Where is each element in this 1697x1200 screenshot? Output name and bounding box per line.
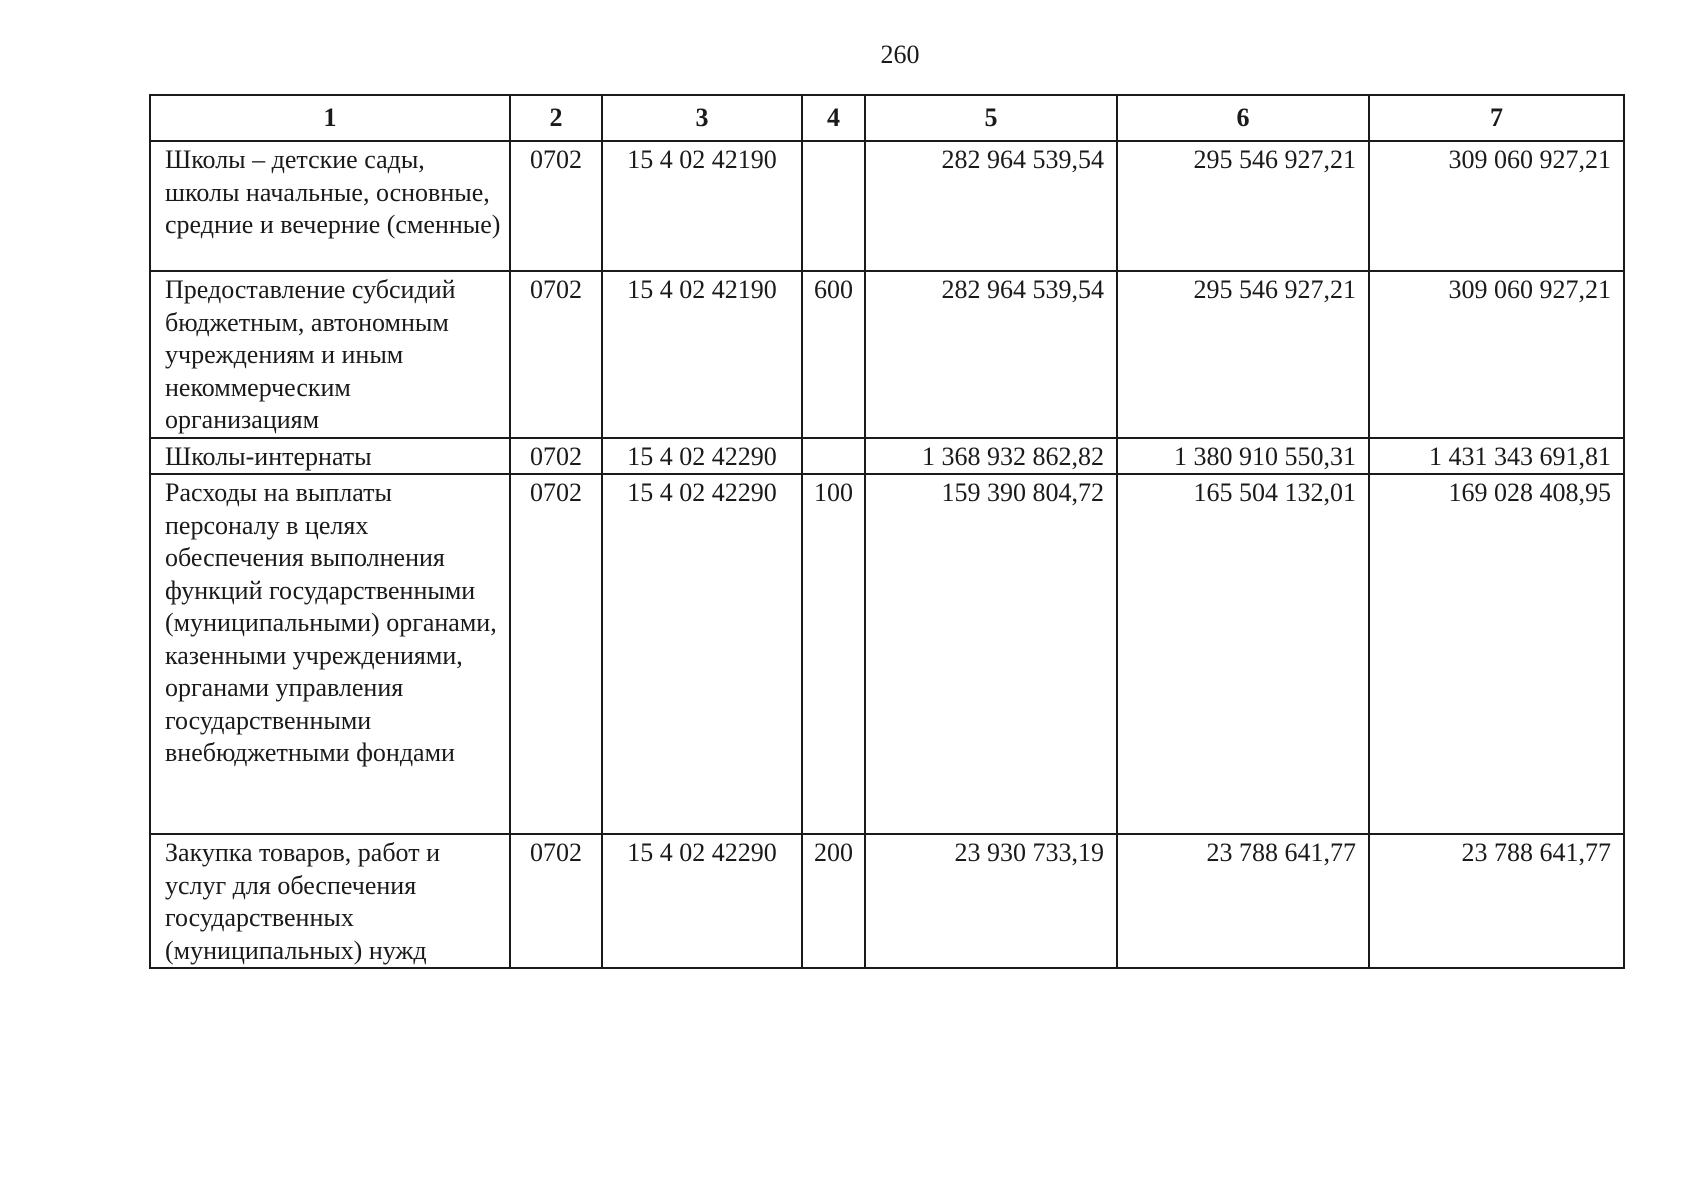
row-type-code (802, 438, 865, 475)
row-section-code: 0702 (510, 834, 602, 968)
table-row (150, 438, 1624, 475)
column-header-2: 2 (510, 95, 602, 141)
column-header-5: 5 (865, 95, 1117, 141)
table-row (150, 834, 1624, 968)
row-target-code: 15 4 02 42290 (602, 474, 802, 834)
row-value-col5: 23 930 733,19 (865, 834, 1117, 968)
row-name: Предоставление субсидий бюджетным, автономным учреждениям и иным некоммерческим организациям (150, 271, 510, 438)
row-value-col6: 165 504 132,01 (1117, 474, 1369, 834)
row-value-col5: 282 964 539,54 (865, 271, 1117, 438)
row-target-code: 15 4 02 42190 (602, 271, 802, 438)
column-header-3: 3 (602, 95, 802, 141)
row-value-col6: 295 546 927,21 (1117, 141, 1369, 271)
row-value-col7: 1 431 343 691,81 (1369, 438, 1624, 475)
row-name: Закупка товаров, работ и услуг для обеспечения государственных (муниципальных) нужд (150, 834, 510, 968)
row-value-col5: 282 964 539,54 (865, 141, 1117, 271)
column-header-6: 6 (1117, 95, 1369, 141)
row-value-col6: 1 380 910 550,31 (1117, 438, 1369, 475)
column-header-1: 1 (150, 95, 510, 141)
row-value-col5: 159 390 804,72 (865, 474, 1117, 834)
table-row (150, 474, 1624, 834)
row-value-col7: 309 060 927,21 (1369, 141, 1624, 271)
row-section-code: 0702 (510, 474, 602, 834)
row-type-code: 600 (802, 271, 865, 438)
header-row (150, 95, 1624, 141)
row-target-code: 15 4 02 42290 (602, 834, 802, 968)
table-row (150, 141, 1624, 271)
row-type-code (802, 141, 865, 271)
row-value-col6: 23 788 641,77 (1117, 834, 1369, 968)
row-name: Школы-интернаты (150, 438, 510, 475)
row-value-col7: 169 028 408,95 (1369, 474, 1624, 834)
row-type-code: 100 (802, 474, 865, 834)
row-name: Расходы на выплаты персоналу в целях обеспечения выполнения функций государственными (муниципальными) органами, казенными учреждениями, органами управления государственными внебюджетными фондами (150, 474, 510, 834)
row-type-code: 200 (802, 834, 865, 968)
row-value-col6: 295 546 927,21 (1117, 271, 1369, 438)
page-number: 260 (880, 40, 920, 69)
row-name: Школы – детские сады, школы начальные, основные, средние и вечерние (сменные) (150, 141, 510, 271)
row-target-code: 15 4 02 42190 (602, 141, 802, 271)
table-row (150, 271, 1624, 438)
row-value-col7: 23 788 641,77 (1369, 834, 1624, 968)
row-target-code: 15 4 02 42290 (602, 438, 802, 475)
row-value-col5: 1 368 932 862,82 (865, 438, 1117, 475)
budget-table (149, 94, 1625, 969)
column-header-4: 4 (802, 95, 865, 141)
row-section-code: 0702 (510, 271, 602, 438)
row-section-code: 0702 (510, 438, 602, 475)
column-header-7: 7 (1369, 95, 1624, 141)
row-section-code: 0702 (510, 141, 602, 271)
row-value-col7: 309 060 927,21 (1369, 271, 1624, 438)
